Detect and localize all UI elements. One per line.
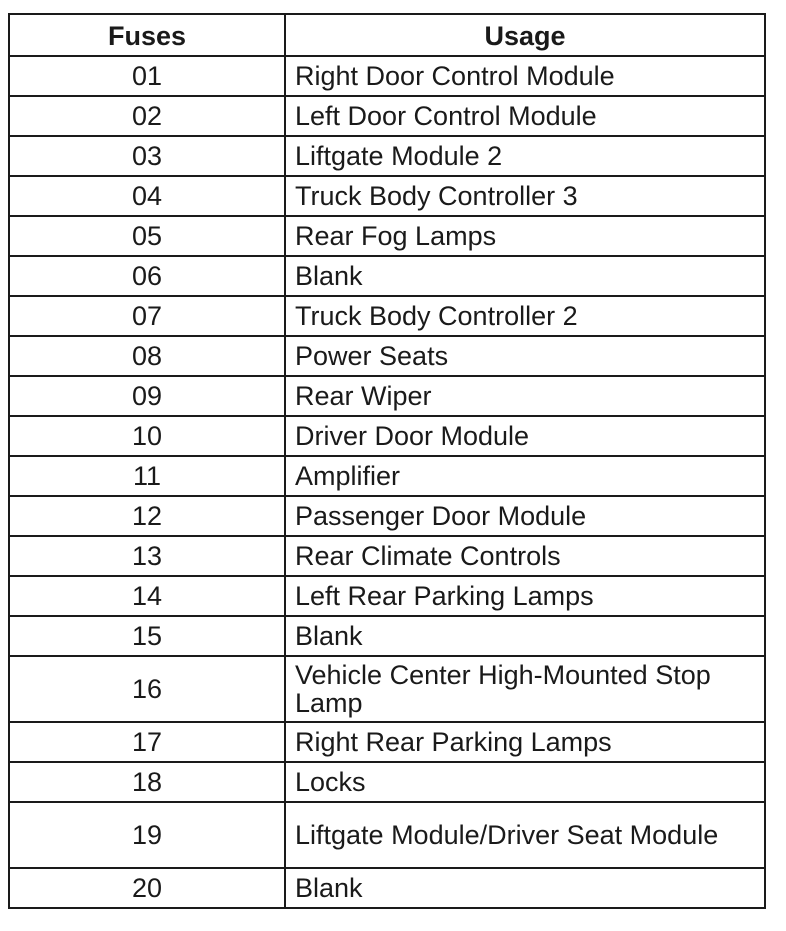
fuse-number: 09 — [9, 376, 285, 416]
table-row — [9, 56, 765, 96]
table-row — [9, 868, 765, 908]
fuse-number: 07 — [9, 296, 285, 336]
table-body — [9, 56, 765, 908]
fuse-number: 16 — [9, 656, 285, 722]
fuse-usage: Blank — [285, 256, 765, 296]
fuse-number: 08 — [9, 336, 285, 376]
fuse-number: 02 — [9, 96, 285, 136]
table-row — [9, 656, 765, 722]
fuse-number: 14 — [9, 576, 285, 616]
fuse-usage: Truck Body Controller 3 — [285, 176, 765, 216]
fuse-usage: Power Seats — [285, 336, 765, 376]
table-row — [9, 496, 765, 536]
fuse-usage: Blank — [285, 868, 765, 908]
fuse-number: 03 — [9, 136, 285, 176]
table-row — [9, 256, 765, 296]
fuse-number: 15 — [9, 616, 285, 656]
table-header — [9, 14, 765, 56]
table-row — [9, 416, 765, 456]
fuse-number: 19 — [9, 802, 285, 868]
table-row — [9, 216, 765, 256]
fuse-number: 10 — [9, 416, 285, 456]
table-row — [9, 136, 765, 176]
fuse-usage: Rear Fog Lamps — [285, 216, 765, 256]
fuse-usage: Rear Wiper — [285, 376, 765, 416]
fuse-usage: Driver Door Module — [285, 416, 765, 456]
fuse-usage-table — [8, 13, 766, 909]
table-row — [9, 376, 765, 416]
fuse-number: 04 — [9, 176, 285, 216]
fuse-usage: Liftgate Module 2 — [285, 136, 765, 176]
fuse-number: 13 — [9, 536, 285, 576]
table-row — [9, 802, 765, 868]
fuse-number: 12 — [9, 496, 285, 536]
table-row — [9, 176, 765, 216]
table-row — [9, 722, 765, 762]
table-row — [9, 616, 765, 656]
table-row — [9, 536, 765, 576]
table-row — [9, 296, 765, 336]
fuse-usage: Liftgate Module/Driver Seat Module — [285, 802, 765, 868]
fuse-usage: Right Door Control Module — [285, 56, 765, 96]
table-row — [9, 456, 765, 496]
fuse-usage: Right Rear Parking Lamps — [285, 722, 765, 762]
fuse-usage: Truck Body Controller 2 — [285, 296, 765, 336]
table-row — [9, 336, 765, 376]
fuse-usage: Amplifier — [285, 456, 765, 496]
fuse-number: 06 — [9, 256, 285, 296]
column-header-usage: Usage — [285, 14, 765, 56]
header-row — [9, 14, 765, 56]
fuse-number: 20 — [9, 868, 285, 908]
column-header-fuses: Fuses — [9, 14, 285, 56]
fuse-number: 05 — [9, 216, 285, 256]
fuse-usage: Locks — [285, 762, 765, 802]
fuse-usage: Passenger Door Module — [285, 496, 765, 536]
table-row — [9, 762, 765, 802]
fuse-usage: Left Door Control Module — [285, 96, 765, 136]
fuse-number: 17 — [9, 722, 285, 762]
fuse-number: 11 — [9, 456, 285, 496]
fuse-number: 18 — [9, 762, 285, 802]
fuse-usage: Blank — [285, 616, 765, 656]
fuse-usage: Vehicle Center High-Mounted Stop Lamp — [285, 656, 765, 722]
fuse-number: 01 — [9, 56, 285, 96]
table-row — [9, 96, 765, 136]
table-row — [9, 576, 765, 616]
fuse-usage: Rear Climate Controls — [285, 536, 765, 576]
fuse-usage: Left Rear Parking Lamps — [285, 576, 765, 616]
